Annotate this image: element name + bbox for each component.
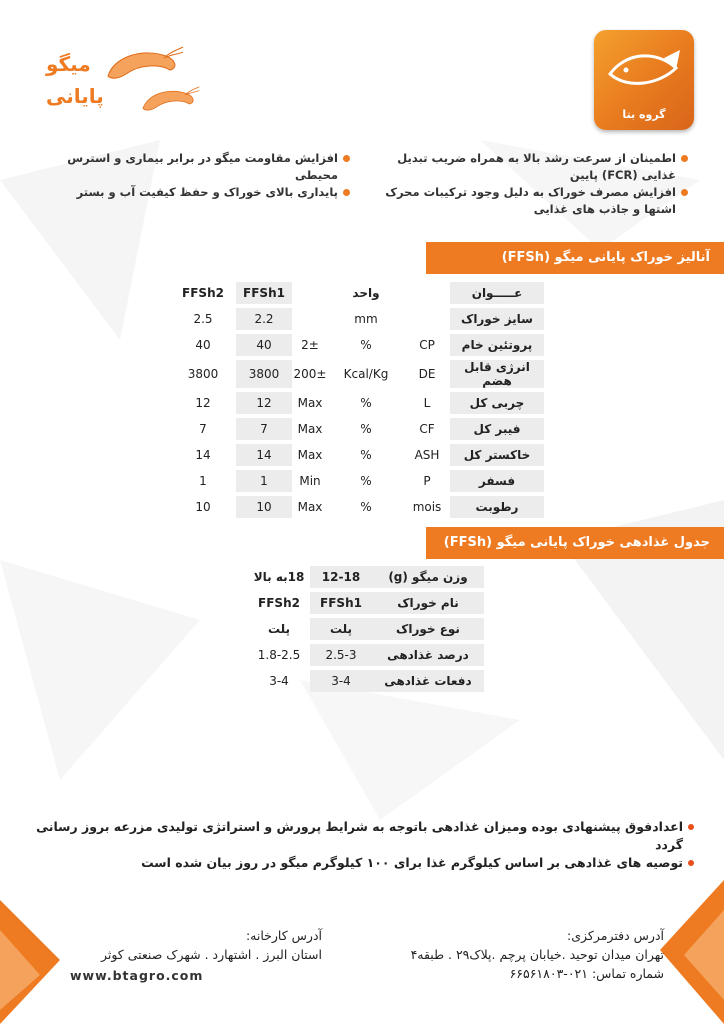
notes [26,818,694,872]
feeding-header: جدول غذادهی خوراک پایانی میگو (FFSh) [426,527,724,559]
col-ffsh1: FFSh1 [236,282,292,304]
note-item: توصیه های غذادهی بر اساس کیلوگرم غذا برای ۱۰۰ کیلوگرم میگو در روز بیان شده است [26,854,694,872]
table-row: پلت پلت نوع خوراک [248,618,484,640]
analysis-header: آنالیز خوراک پایانی میگو (FFSh) [426,242,724,274]
phone-number: شماره تماس: ۰۲۱-۶۶۵۶۱۸۰۳ [509,966,664,981]
shrimp-icon [104,46,184,86]
benefits-right [372,150,688,218]
bullet-icon [343,155,350,162]
bullet-icon [343,189,350,196]
product-title-line2: پایانی [46,84,104,108]
table-row: 3-4 3-4 دفعات غذادهی [248,670,484,692]
table-row: 14 14 Max % ASH خاکستر کل [170,444,544,466]
col-ffsh2: FFSh2 [182,286,224,300]
feeding-table [248,562,484,696]
benefit-item: افزایش مقاومت میگو در برابر بیماری و استرس محیطی [40,150,350,184]
office-title: آدرس دفترمرکزی: [567,928,664,943]
benefit-item: اطمینان از سرعت رشد بالا به همراه ضریب تبدیل غذایی (FCR) پایین [372,150,688,184]
table-row: 3800 3800 200± Kcal/Kg DE انرژی قابل هضم [170,360,544,388]
logo-caption: گروه بتا [622,108,666,121]
table-row: 12 12 Max % L چربی کل [170,392,544,414]
office-address: تهران میدان توحید .خیابان پرچم .پلاک۲۹ . طبقه۴ [410,947,664,962]
analysis-table [170,278,544,522]
note-item: اعدادفوق پیشنهادی بوده ومیزان غذادهی باتوجه به شرایط پرورش و استراتژی تولیدی مزرعه بروز رسانی گردد [26,818,694,854]
factory-title: آدرس کارخانه: [245,928,322,943]
bullet-icon [688,860,694,866]
benefit-item: پایداری بالای خوراک و حفظ کیفیت آب و بستر [40,184,350,201]
bullet-icon [688,824,694,830]
table-row: 7 7 Max % CF فیبر کل [170,418,544,440]
table-row: 2.5 2.2 mm سایز خوراک [170,308,544,330]
table-row: 1.8-2.5 2.5-3 درصد غذادهی [248,644,484,666]
col-title: عـــــوان [450,282,544,304]
table-row: FFSh2 FFSh1 نام خوراک [248,592,484,614]
bullet-icon [681,189,688,196]
product-title-line1: میگو [46,52,91,76]
bullet-icon [681,155,688,162]
table-row: 1 1 Min % P فسفر [170,470,544,492]
table-header-row [170,282,544,304]
col-unit: واحد [352,286,380,300]
table-row: 10 10 Max % mois رطوبت [170,496,544,518]
company-logo [594,30,694,130]
website-link[interactable]: www.btagro.com [70,968,204,983]
table-row: 40 40 2± % CP پروتئین خام [170,334,544,356]
shrimp-icon [140,86,200,116]
factory-address: استان البرز . اشتهارد . شهرک صنعتی کوثر [100,947,322,962]
fish-logo-icon [604,44,684,100]
table-row: 18به بالا 12-18 وزن میگو (g) [248,566,484,588]
office-address-block [360,926,664,983]
factory-address-block [60,926,322,964]
benefit-item: افزایش مصرف خوراک به دلیل وجود ترکیبات محرک اشتها و جاذب های غذایی [372,184,688,218]
benefits-left [40,150,350,201]
